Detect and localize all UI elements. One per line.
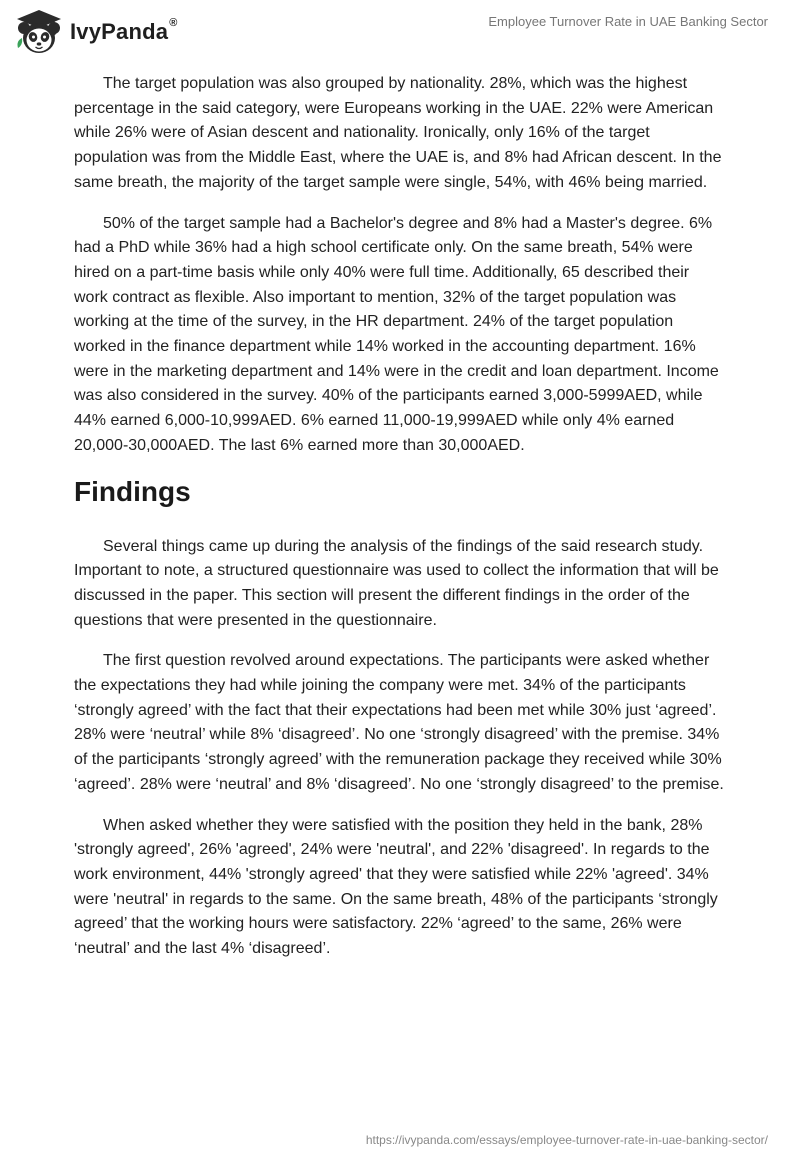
panda-graduate-icon xyxy=(14,8,64,56)
logo[interactable] xyxy=(14,8,178,56)
section-heading-findings: Findings xyxy=(74,475,191,507)
logo-text: IvyPanda® xyxy=(70,17,178,44)
paragraph-education-income: 50% of the target sample had a Bachelor's degree and 8% had a Master's degree. 6% had a PhD while 36% had a high school certificate only. On the same breath, 54% were hired on a part-time basis while only 40% were full time. Additionally, 65 described their work contract as flexible. Also important to mention, 32% of the target population was working at the time of the survey, in the HR department. 24% of the target population worked in the finance department while 14% worked in the accounting department. 16% were in the marketing department and 14% were in the credit and loan department. Income was also considered in the survey. 40% of the participants earned 3,000-5999AED, while 44% earned 6,000-10,999AED. 6% earned 11,000-19,999AED while only 4% earned 20,000-30,000AED. The last 6% earned more than 30,000AED. xyxy=(74,214,719,454)
page-header xyxy=(0,0,800,70)
paragraph-nationality: The target population was also grouped by nationality. 28%, which was the highest percentage in the said category, were Europeans working in the UAE. 22% were American while 26% were of Asian descent and nationality. Ironically, only 16% of the target population was from the Middle East, where the UAE is, and 8% had African descent. In the same breath, the majority of the target sample were single, 54%, with 46% being married. xyxy=(74,75,722,191)
essay-content xyxy=(74,72,724,978)
document-title: Employee Turnover Rate in UAE Banking Sector xyxy=(488,14,768,29)
paragraph-satisfaction: When asked whether they were satisfied with the position they held in the bank, 28% 'strongly agreed', 26% 'agreed', 24% were 'neutral', and 22% 'disagreed'. In regards to the work environment, 44% 'strongly agreed' that they were satisfied while 22% 'agreed'. 34% were 'neutral' in regards to the same. On the same breath, 48% of the participants ‘strongly agreed’ that the working hours were satisfactory. 22% ‘agreed’ to the same, 26% were ‘neutral’ and the last 4% ‘disagreed’. xyxy=(74,816,718,958)
paragraph-findings-intro: Several things came up during the analysis of the findings of the said research study. Important to note, a structured questionnaire was used to collect the information that will be discussed in the paper. This section will present the different findings in the order of the questions that were presented in the questionnaire. xyxy=(74,537,719,629)
registered-mark: ® xyxy=(169,17,178,29)
paragraph-expectations: The first question revolved around expectations. The participants were asked whether the expectations they had while joining the company were met. 34% of the participants ‘strongly agreed’ with the fact that their expectations had been met while 30% just ‘agreed’. 28% were ‘neutral’ while 8% ‘disagreed’. No one ‘strongly disagreed’ with the premise. 34% of the participants ‘strongly agreed’ with the remuneration package they received while 30% ‘agreed’. 28% were ‘neutral’ and 8% ‘disagreed’. No one ‘strongly disagreed’ to the premise. xyxy=(74,652,724,793)
footer-source-url[interactable]: https://ivypanda.com/essays/employee-turnover-rate-in-uae-banking-sector/ xyxy=(365,1133,768,1147)
